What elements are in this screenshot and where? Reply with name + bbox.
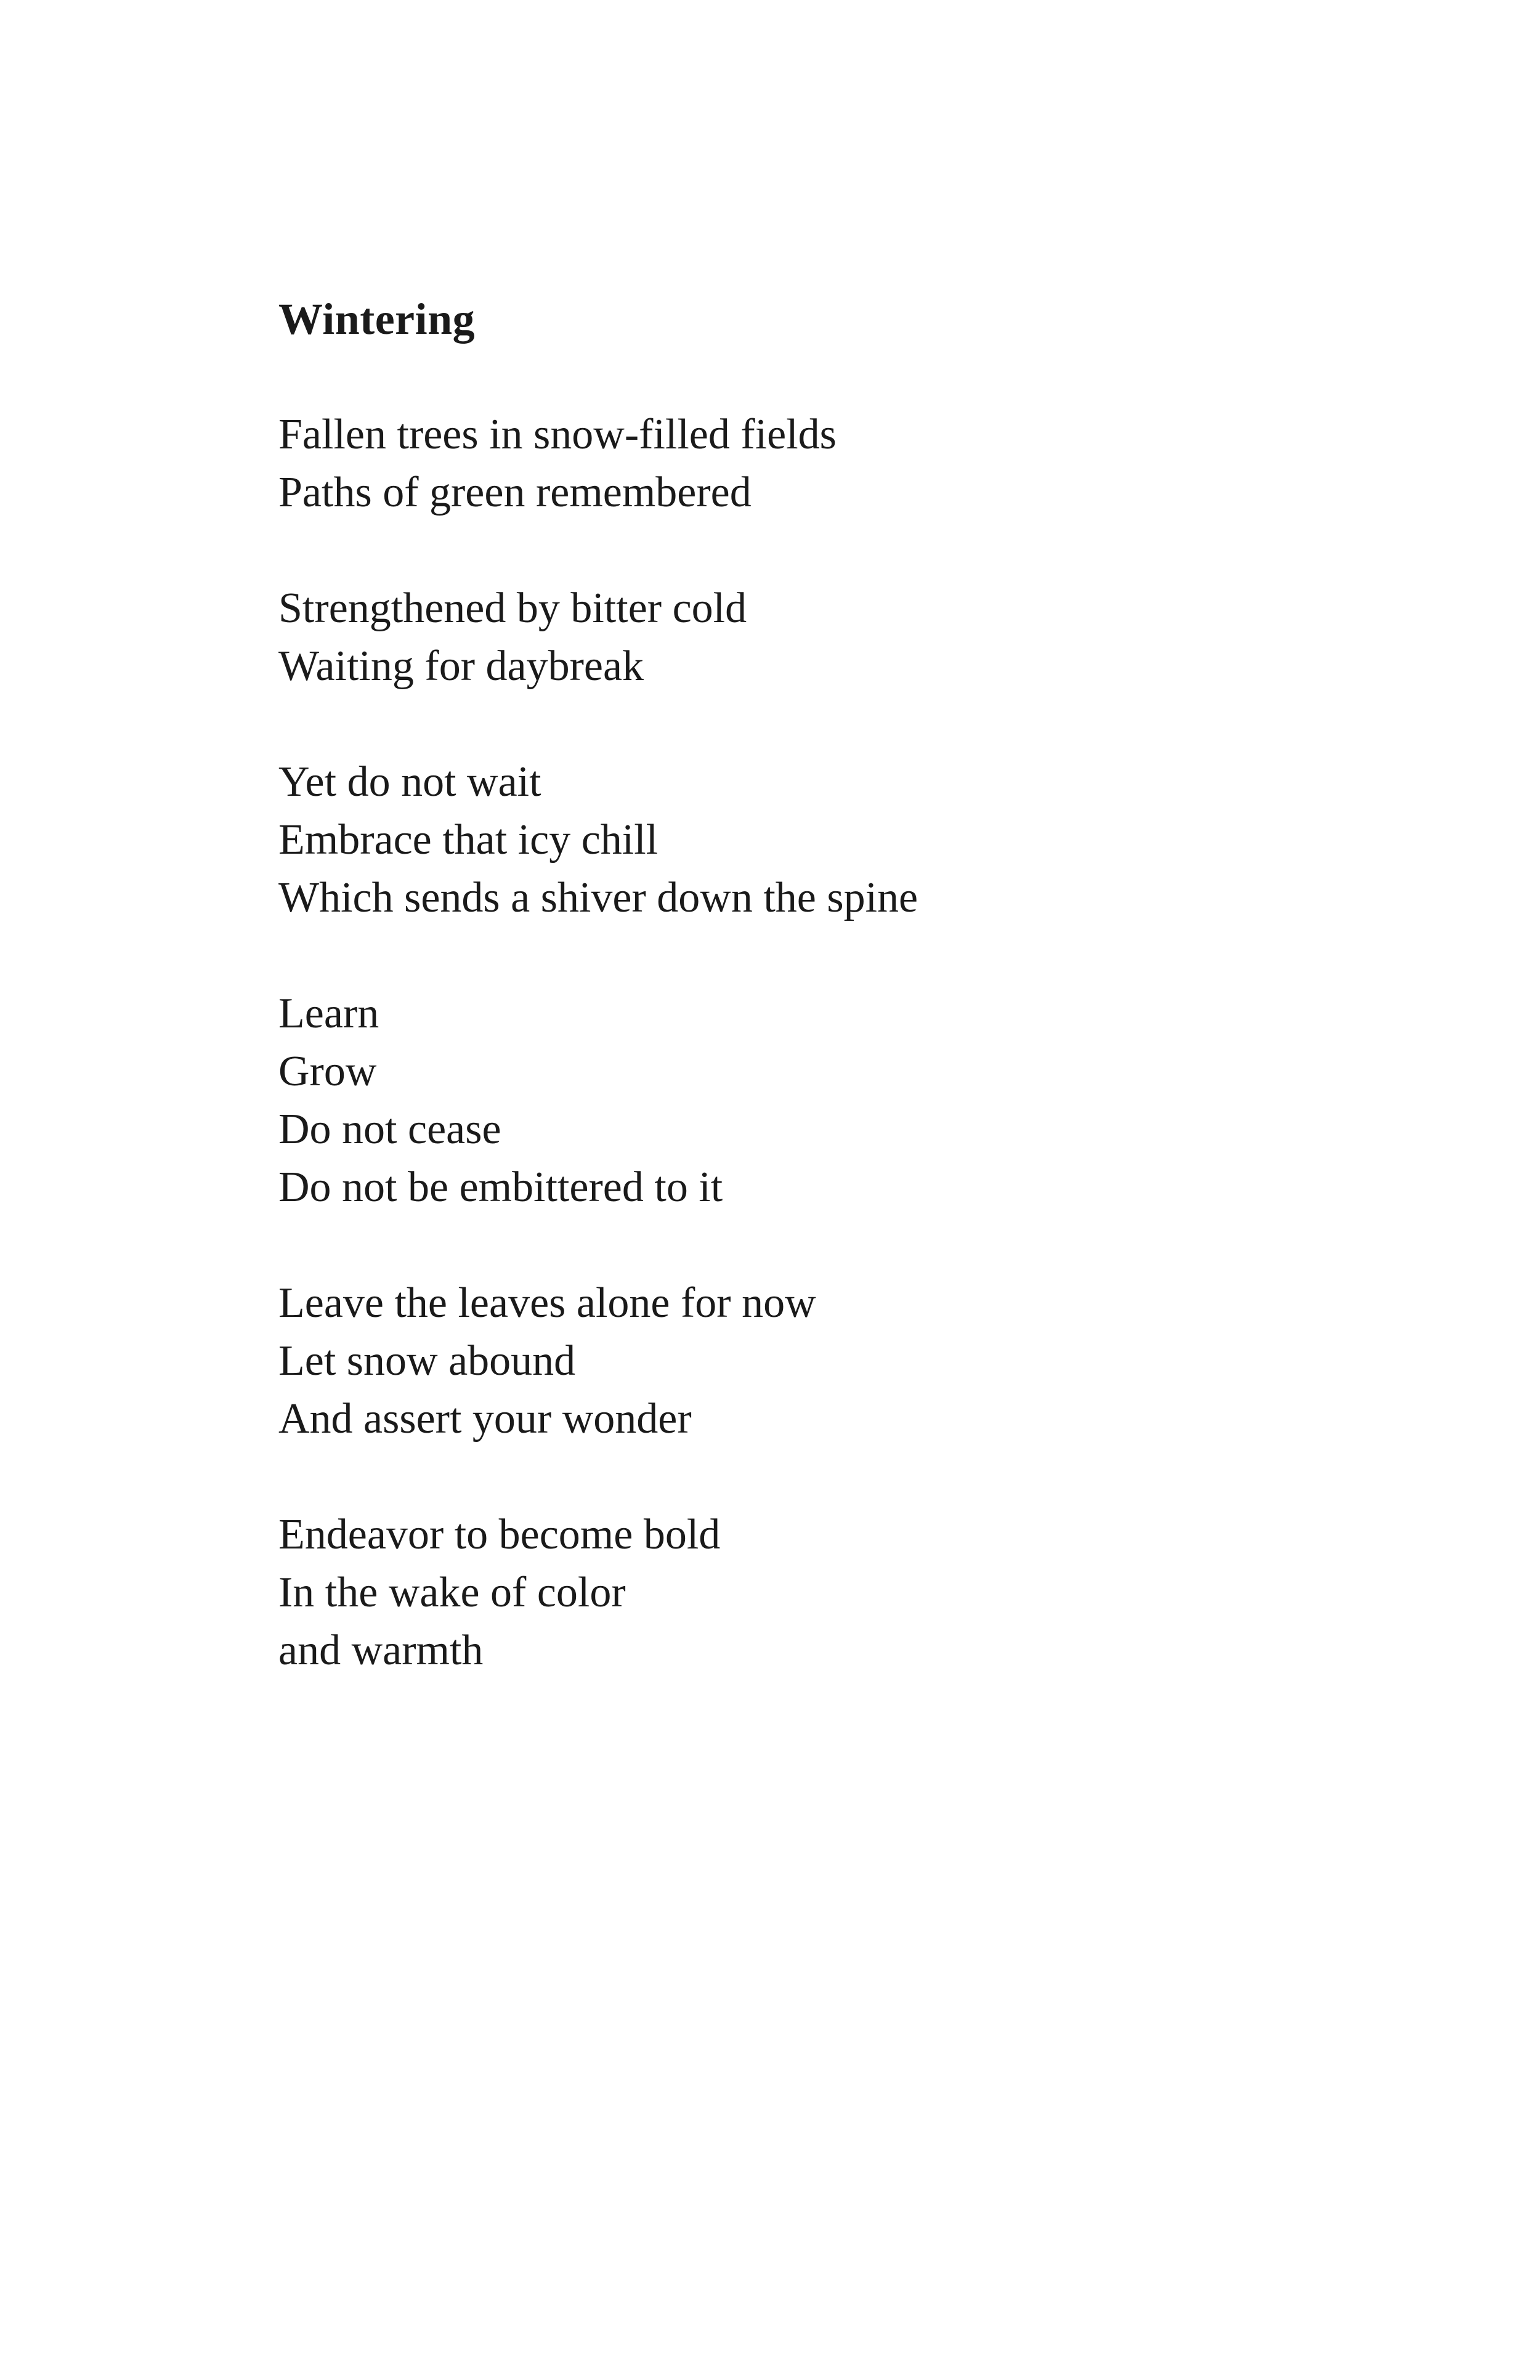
poem-title: Wintering: [278, 294, 476, 344]
poem-line: Strengthened by bitter cold: [278, 585, 747, 632]
stanza-2: [278, 580, 1449, 695]
poem-line: In the wake of color: [278, 1569, 626, 1616]
poem-line: Endeavor to become bold: [278, 1511, 721, 1558]
poem-line: Grow: [278, 1048, 377, 1095]
poem-line: Which sends a shiver down the spine: [278, 874, 918, 921]
poem-line: Fallen trees in snow-filled fields: [278, 411, 837, 458]
poem-line: and warmth: [278, 1627, 484, 1674]
poem-line: Yet do not wait: [278, 758, 541, 806]
stanza-1: [278, 406, 1449, 522]
poem-line: Leave the leaves alone for now: [278, 1279, 816, 1327]
stanza-4: [278, 985, 1449, 1216]
poem-line: Do not cease: [278, 1106, 501, 1153]
stanza-6: [278, 1506, 1449, 1680]
poem-line: Waiting for daybreak: [278, 642, 644, 690]
poem-line: Paths of green remembered: [278, 469, 752, 516]
stanza-5: [278, 1274, 1449, 1448]
poem-line: Do not be embittered to it: [278, 1164, 723, 1211]
poem-line: Embrace that icy chill: [278, 816, 659, 864]
poem-line: Let snow abound: [278, 1337, 576, 1385]
poem-line: And assert your wonder: [278, 1395, 692, 1443]
poem: [278, 290, 1449, 1680]
poem-line: Learn: [278, 990, 379, 1037]
stanza-3: [278, 753, 1449, 927]
stanzas: [278, 406, 1449, 1680]
